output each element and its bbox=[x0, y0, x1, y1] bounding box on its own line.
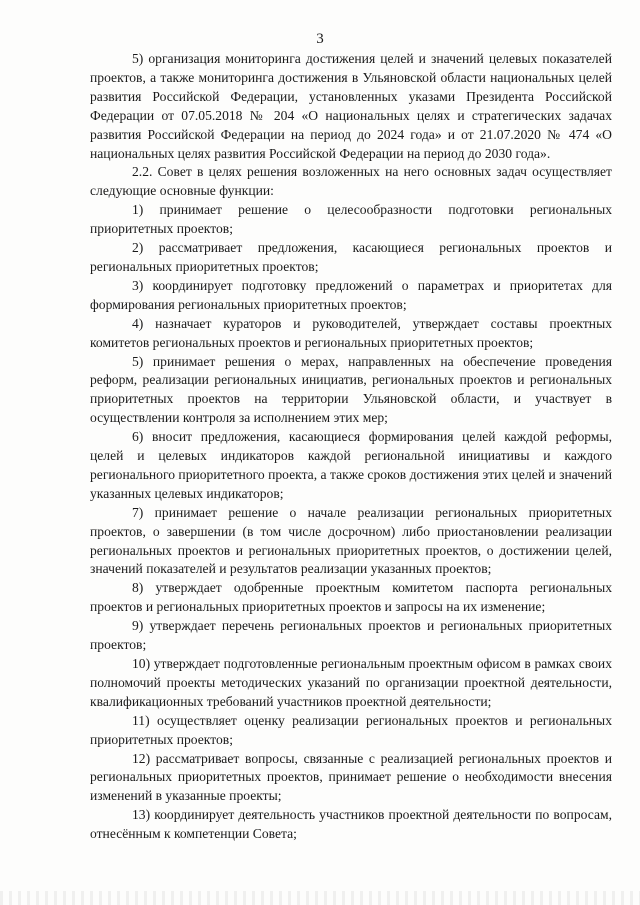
function-item-6: 6) вносит предложения, касающиеся формирования целей каждой реформы, целей и целевых индикаторов каждой региональной инициативы и каждого регионального приоритетного проекта, а также сроков достижения этих целей и значений указанных целевых индикаторов; bbox=[90, 429, 612, 501]
function-item-3: 3) координирует подготовку предложений о параметрах и приоритетах для формирования региональных приоритетных проектов; bbox=[90, 277, 612, 312]
paragraph-section-2-2: 2.2. Совет в целях решения возложенных на него основных задач осуществляет следующие основные функции: bbox=[90, 164, 612, 199]
function-item-10: 10) утверждает подготовленные региональным проектным офисом в рамках своих полномочий проекты методических указаний по организации проектной деятельности, квалификационных требований участников проектной деятельности; bbox=[90, 656, 612, 709]
function-item-5: 5) принимает решения о мерах, направленных на обеспечение проведения реформ, реализации региональных инициатив, региональных проектов и региональных приоритетных проектов на территории Ульяновской области, и участвует в осуществлении контроля за исполнением этих мер; bbox=[90, 353, 612, 426]
function-item-13: 13) координирует деятельность участников проектной деятельности по вопросам, отнесённым к компетенции Совета; bbox=[90, 807, 612, 842]
page-number: 3 bbox=[316, 31, 324, 47]
function-item-11: 11) осуществляет оценку реализации региональных проектов и региональных приоритетных проектов; bbox=[90, 712, 612, 747]
function-item-7: 7) принимает решение о начале реализации региональных приоритетных проектов, о завершении (в том числе досрочном) либо приостановлении реализации региональных проектов и региональных приоритетных проектов, о достижении целей, значений показателей и результатов реализации указанных проектов; bbox=[90, 504, 612, 577]
function-item-4: 4) назначает кураторов и руководителей, утверждает составы проектных комитетов региональных проектов и региональных приоритетных проектов; bbox=[90, 315, 612, 350]
function-item-2: 2) рассматривает предложения, касающиеся региональных проектов и региональных приоритетных проектов; bbox=[90, 240, 612, 274]
function-item-8: 8) утверждает одобренные проектным комитетом паспорта региональных проектов и региональных приоритетных проектов и запросы на их изменение; bbox=[90, 580, 612, 615]
scan-edge-artifact bbox=[0, 891, 640, 905]
function-item-1: 1) принимает решение о целесообразности подготовки региональных приоритетных проектов; bbox=[90, 202, 612, 237]
paragraph-item-5-monitoring: 5) организация мониторинга достижения целей и значений целевых показателей проектов, а также мониторинга достижения в Ульяновской области национальных целей развития Российской Федерации, установленных указами Президента Российской Федерации от 07.05.2018 № 204 «О национальных целях и стратегических задачах развития Российской Федерации на период до 2024 года» и от 21.07.2020 № 474 «О национальных целях развития Российской Федерации на период до 2030 года». bbox=[90, 51, 612, 161]
function-item-12: 12) рассматривает вопросы, связанные с реализацией региональных проектов и региональных приоритетных проектов, принимает решение о необходимости внесения изменений в указанные проекты; bbox=[90, 750, 612, 804]
document-body bbox=[90, 50, 612, 844]
function-item-9: 9) утверждает перечень региональных проектов и региональных приоритетных проектов; bbox=[90, 618, 612, 653]
